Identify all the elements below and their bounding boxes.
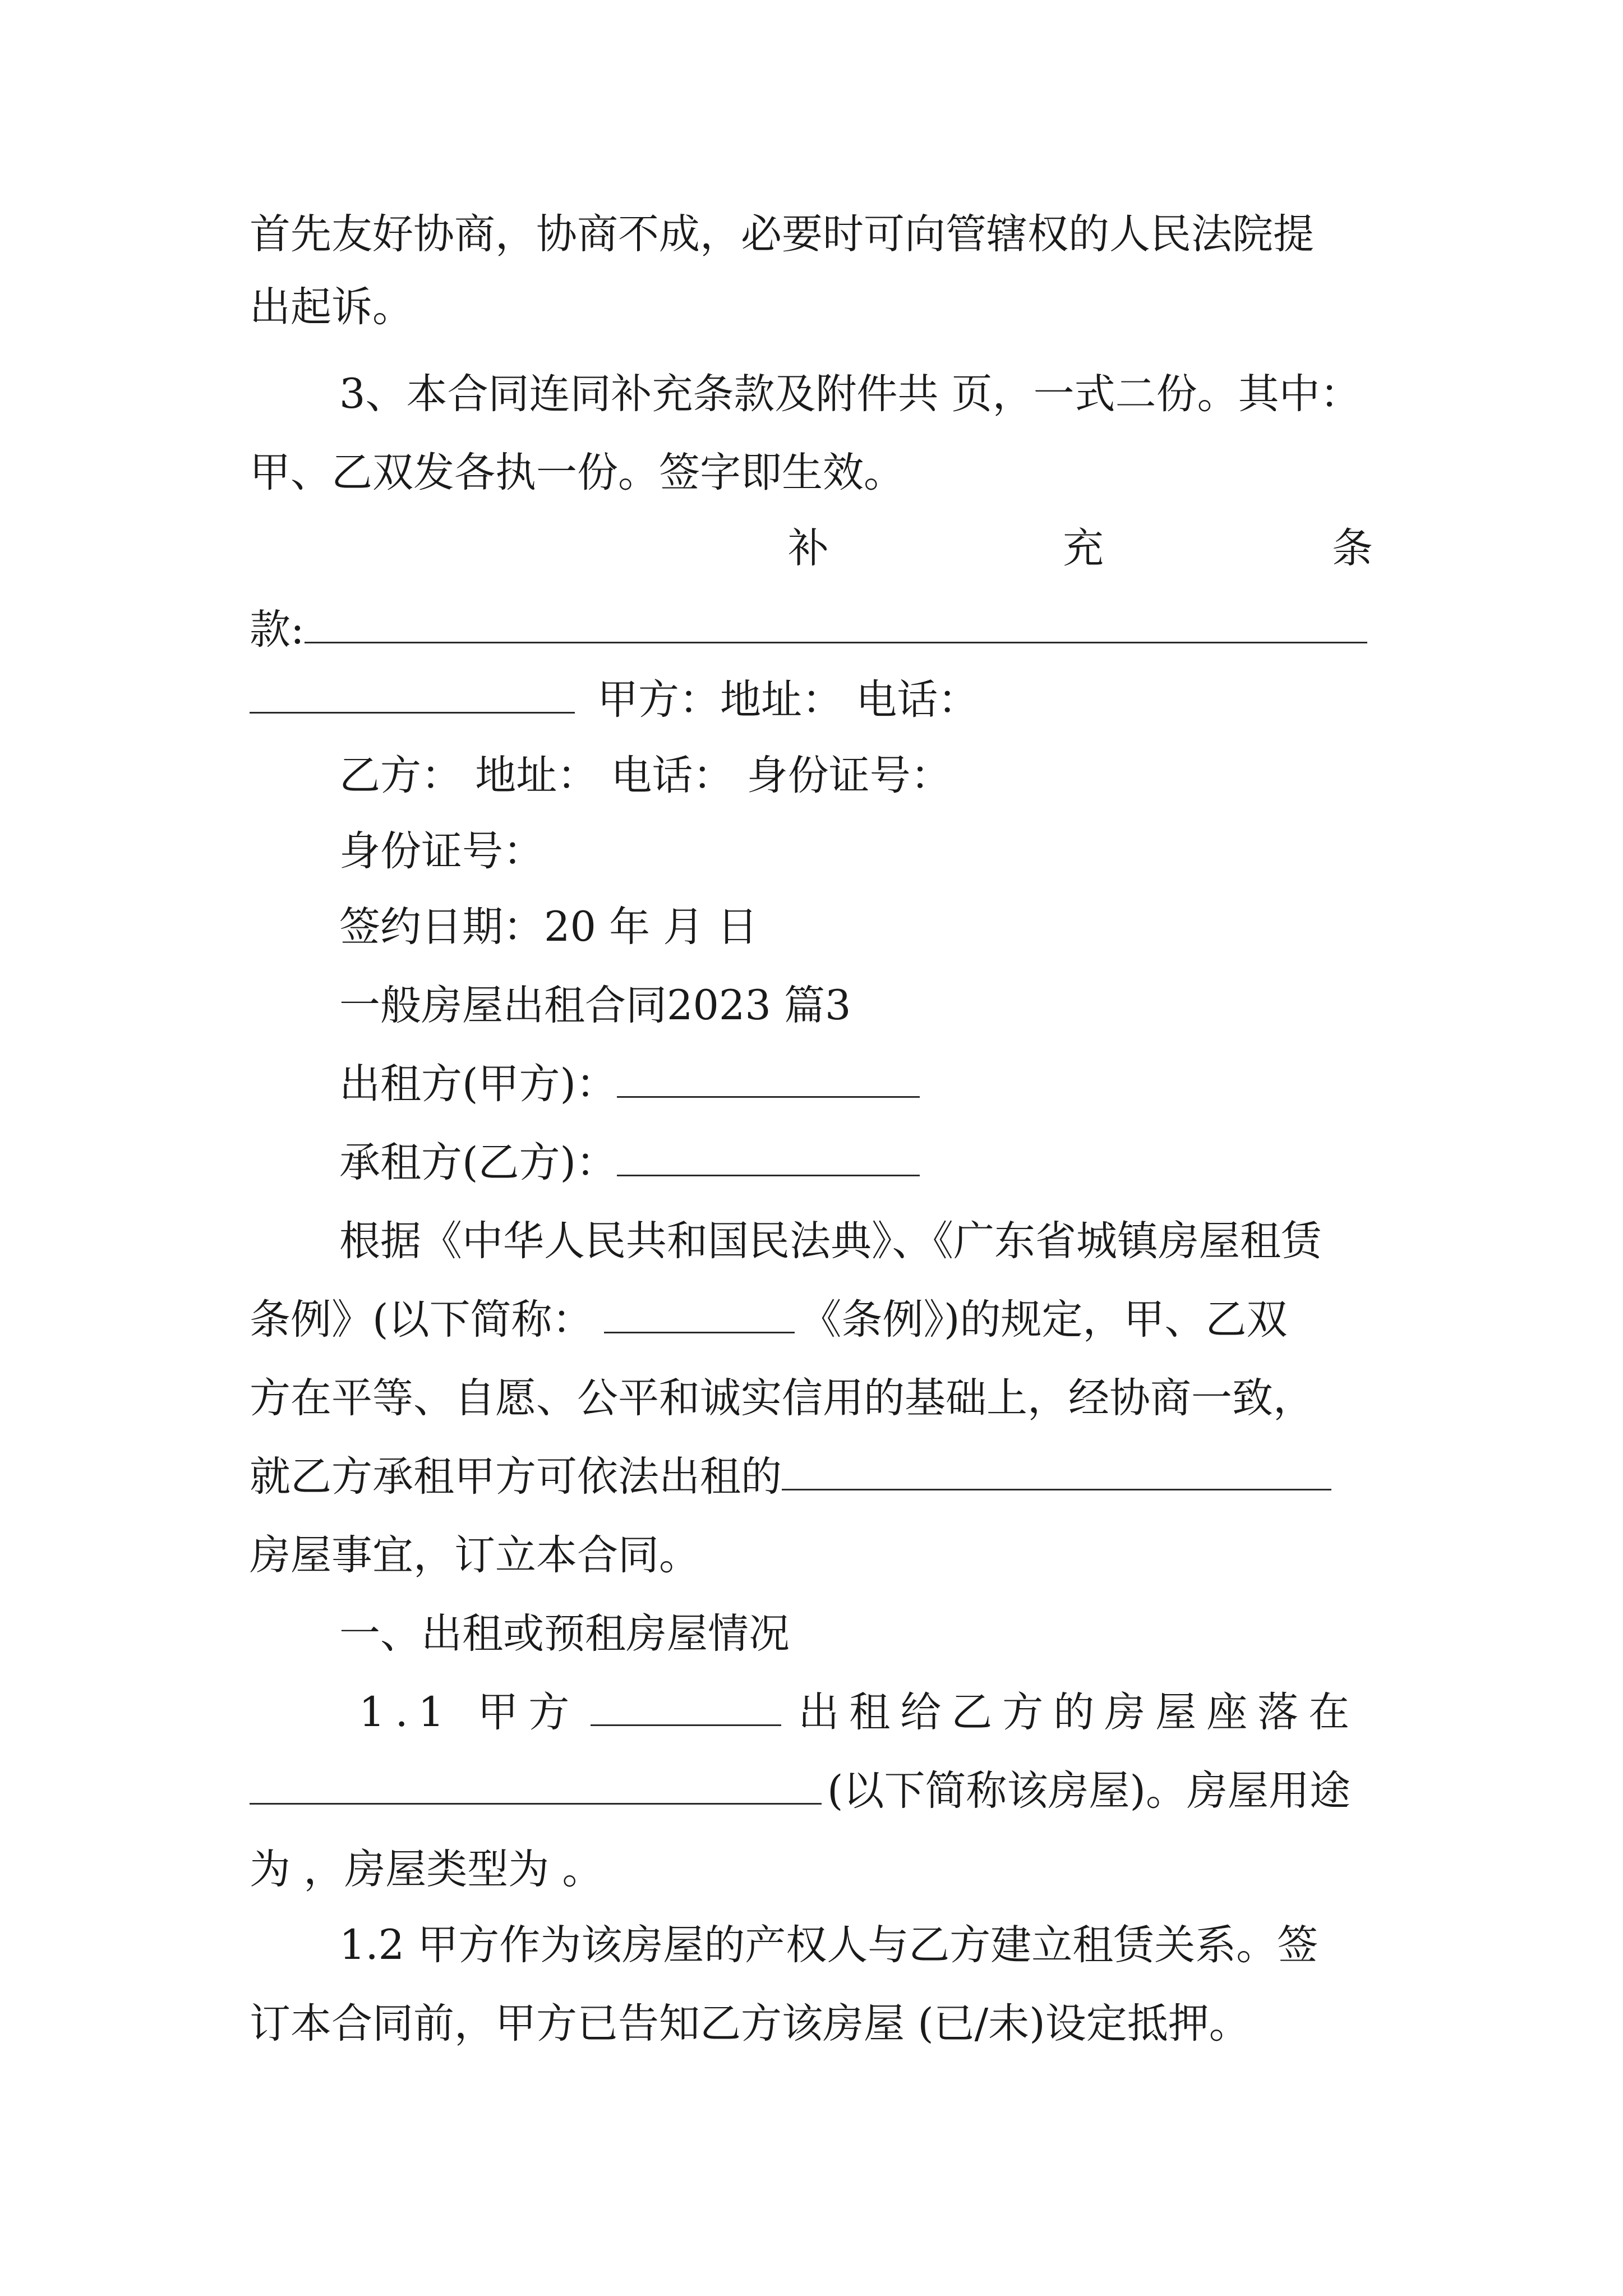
blank-field — [604, 1298, 795, 1333]
blank-field — [617, 1141, 920, 1176]
body-line: 方在平等、自愿、公平和诚实信用的基础上，经协商一致， — [250, 1374, 1314, 1422]
document-title: 一般房屋出租合同2023 篇3 — [339, 982, 851, 1029]
clause-1-1-line — [359, 1686, 1359, 1740]
blank-field — [250, 678, 575, 714]
body-text: 条例》(以下简称： — [250, 1296, 593, 1343]
body-line: 为 ，房屋类型为 。 — [250, 1846, 603, 1893]
party-b-line: 乙方： 地址： 电话： 身份证号： — [339, 752, 952, 799]
clause-3-line: 3、本合同连同补充条款及附件共 页，一式二份。其中： — [339, 370, 1361, 418]
party-a-line — [250, 673, 979, 727]
body-line — [250, 1293, 1287, 1347]
body-text: 1.1 甲方 — [359, 1688, 580, 1736]
blank-field — [305, 608, 1367, 643]
lessee-label: 承租方(乙方)： — [339, 1139, 617, 1186]
body-text: 就乙方承租甲方可依法出租的 — [250, 1453, 782, 1501]
body-text: 出租给乙方的房屋座落在 — [798, 1688, 1360, 1736]
body-line — [250, 1764, 1350, 1818]
supplementary-terms-line — [250, 603, 1367, 657]
body-text: (以下简称该房屋)。房屋用途 — [827, 1767, 1350, 1815]
blank-field — [782, 1455, 1331, 1490]
supplementary-heading-char: 条 — [1332, 524, 1373, 572]
blank-field — [617, 1062, 920, 1098]
body-line: 订本合同前，甲方已告知乙方该房屋 (已/未)设定抵押。 — [250, 2000, 1250, 2047]
clause-1-2-line: 1.2 甲方作为该房屋的产权人与乙方建立租赁关系。签 — [339, 1921, 1318, 1969]
lessor-label: 出租方(甲方)： — [339, 1060, 617, 1108]
lessor-line — [339, 1057, 920, 1111]
supplementary-heading-char: 补 — [788, 524, 829, 572]
body-line: 出起诉。 — [250, 283, 413, 331]
blank-field — [250, 1769, 822, 1805]
supplementary-heading-char: 款: — [250, 606, 305, 654]
party-a-label: 甲方：地址： 电话： — [597, 676, 979, 724]
body-line: 甲、乙双发各执一份。签字即生效。 — [250, 449, 905, 496]
section-heading: 一、出租或预租房屋情况 — [339, 1610, 790, 1658]
body-line: 房屋事宜，订立本合同。 — [250, 1531, 700, 1579]
supplementary-heading-char: 充 — [1063, 524, 1104, 572]
body-line: 首先友好协商，协商不成，必要时可向管辖权的人民法院提 — [250, 210, 1314, 258]
body-line: 根据《中华人民共和国民法典》、《广东省城镇房屋租赁 — [339, 1217, 1322, 1265]
body-line — [250, 1450, 1331, 1504]
blank-field — [591, 1691, 781, 1726]
id-number-line: 身份证号： — [339, 827, 544, 875]
sign-date-line: 签约日期：20 年 月 日 — [339, 903, 758, 951]
body-text: 《条例》)的规定，甲、乙双 — [800, 1296, 1288, 1343]
lessee-line — [339, 1136, 920, 1190]
